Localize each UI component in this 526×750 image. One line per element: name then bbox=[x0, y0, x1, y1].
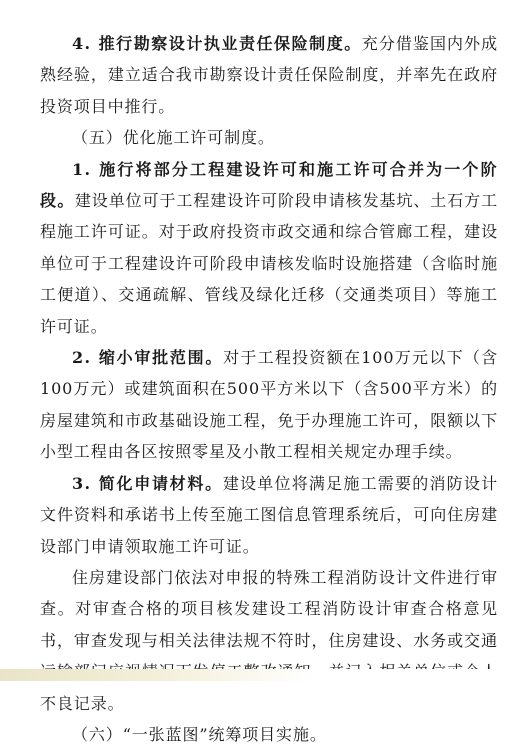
item-heading-1: 1. 施行将部分工程建设许可和施工许可合并为一个阶段。 bbox=[40, 159, 498, 211]
paragraph-text: 充分借鉴国内外成熟经验，建立适合我市勘察设计责任保险制度，并率先在政府投资项目中推行。 bbox=[40, 34, 498, 116]
paragraph-simplify-materials bbox=[40, 468, 498, 562]
section-heading-5 bbox=[40, 122, 498, 153]
item-heading-2: 2. 缩小审批范围。 bbox=[72, 348, 224, 368]
paragraph-narrow-scope bbox=[40, 342, 498, 468]
paragraph-text: 住房建设部门依法对申报的特殊工程消防设计文件进行审查。对审查合格的项目核发建设工程消防设计审查合格意见书，审查发现与相关法律法规不符时，住房建设、水务或交通 不良记录。 bbox=[40, 567, 498, 713]
paragraph-insurance-system bbox=[40, 28, 498, 122]
paragraph-fire-review bbox=[40, 562, 498, 719]
paragraph-text: 对于工程投资额在100万元以下（含100万元）或建筑面积在500平方米以下（含500平方米）的房屋建筑和市政基础设施工程，免于办理施工许可，限额以下小型工程由各区按照零星及小散工程相关规定办理手续。 bbox=[40, 348, 498, 462]
item-heading-3: 3. 简化申请材料。 bbox=[72, 473, 223, 493]
paragraph-text: 建设单位可于工程建设许可阶段申请核发基坑、土石方工程施工许可证。对于政府投资市政交通和综合管廊工程，建设单位可于工程建设许可阶段申请核发临时设施搭建（含临时施工便道）、交通疏解、管线及绿化迁移（交通类项目）等施工许可证。 bbox=[40, 191, 498, 336]
paragraph-merge-permits bbox=[40, 154, 498, 342]
item-heading-4: 4. 推行勘察设计执业责任保险制度。 bbox=[72, 34, 362, 53]
section-heading-text: （六）“一张蓝图”统筹项目实施。 bbox=[72, 724, 327, 744]
document-body bbox=[40, 28, 498, 750]
paragraph-text: 建设单位将满足施工需要的消防设计文件资料和承诺书上传至施工图信息管理系统后，可向住房建设部门申请领取施工许可证。 bbox=[40, 473, 498, 556]
bottom-edge-strip bbox=[0, 669, 526, 681]
section-heading-6 bbox=[40, 719, 498, 750]
section-heading-text: （五）优化施工许可制度。 bbox=[72, 128, 275, 148]
